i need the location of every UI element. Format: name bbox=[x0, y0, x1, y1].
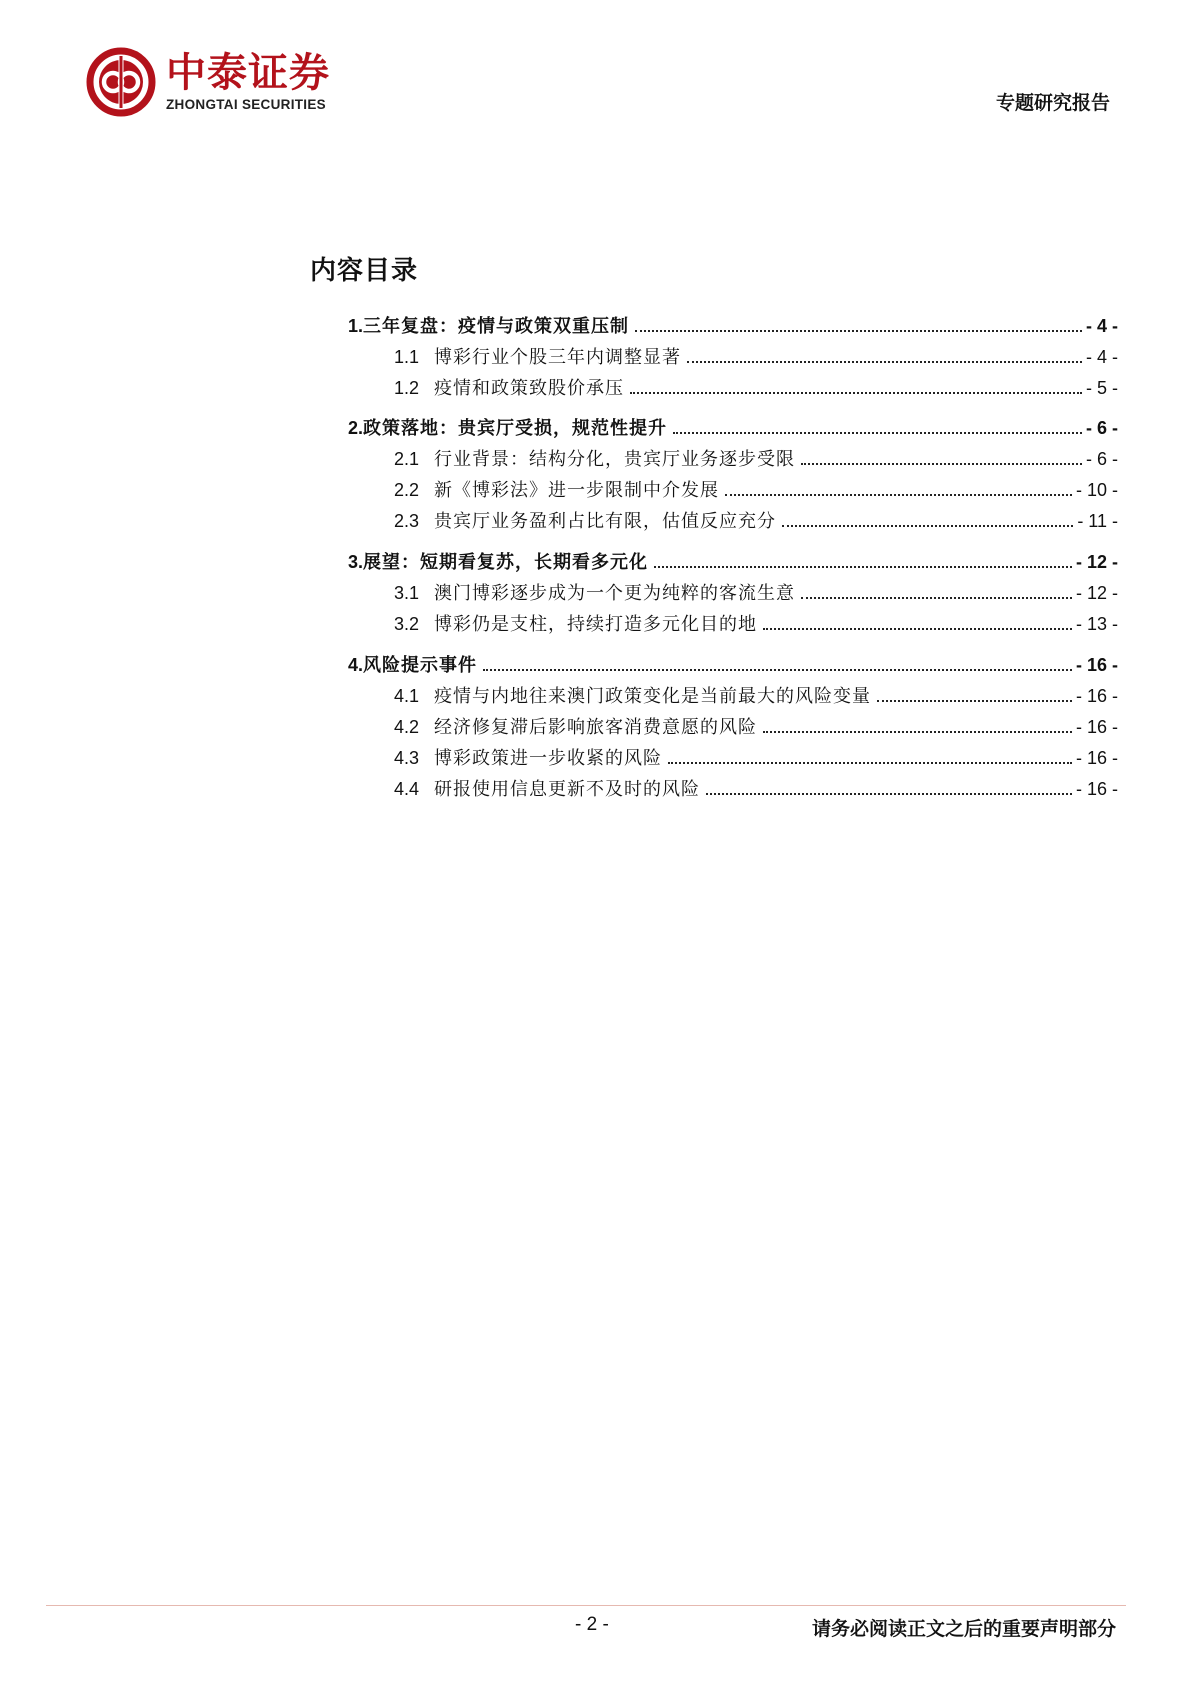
toc-entry-1[interactable] bbox=[348, 312, 1118, 338]
toc-leader-dots bbox=[763, 731, 1072, 733]
toc-entry-title: 博彩行业个股三年内调整显著 bbox=[434, 347, 681, 368]
toc-entry-number: 2.2 bbox=[394, 480, 420, 500]
toc-entry-number: 4.2 bbox=[394, 717, 420, 737]
toc-entry-page: - 13 - bbox=[1075, 614, 1118, 634]
zhongtai-logo-icon bbox=[86, 47, 156, 117]
toc-entry-1-2[interactable] bbox=[394, 374, 1118, 400]
toc-entry-title: 研报使用信息更新不及时的风险 bbox=[434, 779, 700, 800]
toc-entry-title: 疫情和政策致股价承压 bbox=[434, 378, 624, 399]
footer-divider bbox=[46, 1605, 1126, 1606]
toc-entry-title: 行业背景：结构分化，贵宾厅业务逐步受限 bbox=[434, 449, 795, 470]
toc-entry-page: - 12 - bbox=[1075, 583, 1118, 603]
toc-entry-page: - 6 - bbox=[1085, 449, 1118, 469]
toc-entry-number: 4.1 bbox=[394, 686, 420, 706]
toc-entry-title: 贵宾厅业务盈利占比有限，估值反应充分 bbox=[434, 511, 776, 532]
toc-entry-title: 三年复盘：疫情与政策双重压制 bbox=[363, 316, 630, 337]
toc-leader-dots bbox=[782, 525, 1073, 527]
toc-entry-page: - 4 - bbox=[1085, 347, 1118, 367]
toc-entry-page: - 10 - bbox=[1075, 480, 1118, 500]
toc-entry-page: - 16 - bbox=[1075, 748, 1118, 768]
toc-leader-dots bbox=[630, 392, 1082, 394]
toc-leader-dots bbox=[706, 793, 1072, 795]
toc-entry-number: 1.1 bbox=[394, 347, 420, 367]
toc-leader-dots bbox=[673, 432, 1082, 434]
toc-leader-dots bbox=[801, 597, 1072, 599]
toc-entry-1-1[interactable] bbox=[394, 343, 1118, 369]
toc-entry-page: - 4 - bbox=[1085, 316, 1118, 336]
toc-entry-4-1[interactable] bbox=[394, 682, 1118, 708]
toc-entry-number: 3.1 bbox=[394, 583, 420, 603]
toc-entry-title: 博彩仍是支柱，持续打造多元化目的地 bbox=[434, 614, 757, 635]
toc-entry-page: - 12 - bbox=[1075, 552, 1118, 572]
toc-leader-dots bbox=[877, 700, 1072, 702]
toc-entry-number: 1.2 bbox=[394, 378, 420, 398]
toc-entry-page: - 16 - bbox=[1075, 717, 1118, 737]
toc-entry-number: 3. bbox=[348, 552, 364, 572]
toc-entry-page: - 16 - bbox=[1075, 655, 1118, 675]
toc-entry-4-4[interactable] bbox=[394, 775, 1118, 801]
toc-leader-dots bbox=[635, 330, 1082, 332]
toc-leader-dots bbox=[763, 628, 1072, 630]
toc-leader-dots bbox=[687, 361, 1082, 363]
toc-entry-4-3[interactable] bbox=[394, 744, 1118, 770]
logo-english-name: ZHONGTAI SECURITIES bbox=[166, 97, 326, 112]
toc-entry-4-2[interactable] bbox=[394, 713, 1118, 739]
toc-entry-number: 1. bbox=[348, 316, 364, 336]
toc-entry-title: 政策落地：贵宾厅受损，规范性提升 bbox=[363, 418, 668, 439]
toc-entry-title: 澳门博彩逐步成为一个更为纯粹的客流生意 bbox=[434, 583, 795, 604]
toc-entry-number: 4. bbox=[348, 655, 364, 675]
toc-entry-number: 2.1 bbox=[394, 449, 420, 469]
toc-entry-3-2[interactable] bbox=[394, 610, 1118, 636]
toc-entry-title: 风险提示事件 bbox=[363, 655, 478, 676]
toc-entry-page: - 16 - bbox=[1075, 686, 1118, 706]
toc-entry-title: 展望：短期看复苏，长期看多元化 bbox=[363, 552, 649, 573]
toc-leader-dots bbox=[725, 494, 1072, 496]
toc-entry-page: - 16 - bbox=[1075, 779, 1118, 799]
toc-entry-2-3[interactable] bbox=[394, 507, 1118, 533]
toc-entry-number: 4.4 bbox=[394, 779, 420, 799]
company-logo bbox=[86, 46, 330, 118]
disclaimer-note: 请务必阅读正文之后的重要声明部分 bbox=[811, 1618, 1116, 1640]
toc-entry-2-1[interactable] bbox=[394, 445, 1118, 471]
report-type-label: 专题研究报告 bbox=[995, 92, 1110, 114]
toc-entry-title: 疫情与内地往来澳门政策变化是当前最大的风险变量 bbox=[434, 686, 871, 707]
toc-entry-3-1[interactable] bbox=[394, 579, 1118, 605]
toc-leader-dots bbox=[654, 566, 1072, 568]
toc-entry-2[interactable] bbox=[348, 414, 1118, 440]
toc-leader-dots bbox=[801, 463, 1082, 465]
toc-entry-title: 博彩政策进一步收紧的风险 bbox=[434, 748, 662, 769]
toc-leader-dots bbox=[483, 669, 1072, 671]
toc-entry-number: 2.3 bbox=[394, 511, 420, 531]
toc-entry-page: - 11 - bbox=[1077, 511, 1118, 531]
toc-entry-title: 经济修复滞后影响旅客消费意愿的风险 bbox=[434, 717, 757, 738]
page-number: - 2 - bbox=[575, 1614, 609, 1635]
toc-title: 内容目录 bbox=[310, 256, 419, 286]
toc-entry-3[interactable] bbox=[348, 548, 1118, 574]
toc-entry-title: 新《博彩法》进一步限制中介发展 bbox=[434, 480, 719, 501]
toc-entry-number: 3.2 bbox=[394, 614, 420, 634]
logo-chinese-name: 中泰证券 bbox=[166, 50, 330, 96]
toc-entry-2-2[interactable] bbox=[394, 476, 1118, 502]
toc-entry-number: 2. bbox=[348, 418, 364, 438]
toc-entry-4[interactable] bbox=[348, 651, 1118, 677]
toc-entry-page: - 5 - bbox=[1085, 378, 1118, 398]
toc-entry-number: 4.3 bbox=[394, 748, 420, 768]
toc-leader-dots bbox=[668, 762, 1072, 764]
toc-entry-page: - 6 - bbox=[1085, 418, 1118, 438]
